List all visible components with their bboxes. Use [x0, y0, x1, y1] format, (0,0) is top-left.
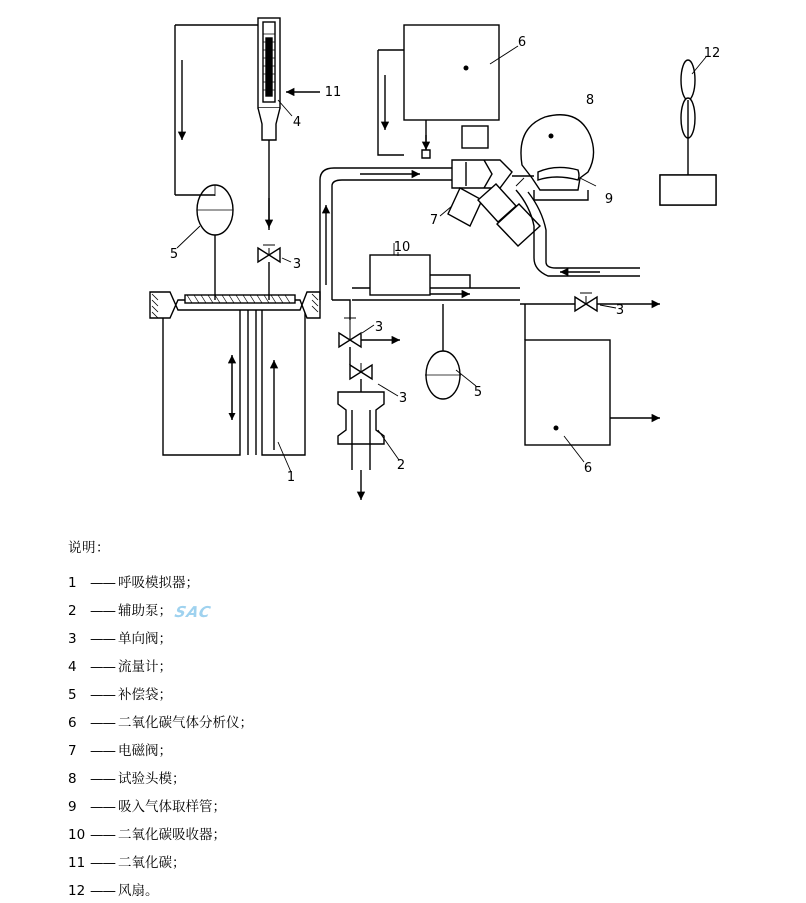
callout-3c: 3 [398, 391, 408, 406]
legend-item-11 [68, 857, 186, 875]
legend-text: 流量计； [118, 659, 172, 675]
legend-num: 10 [68, 827, 86, 843]
legend-dash: —— [90, 771, 115, 787]
legend-dash: —— [90, 575, 115, 591]
legend-text: 补偿袋； [118, 687, 172, 703]
legend-num: 9 [68, 799, 77, 815]
callout-3b: 3 [374, 320, 384, 335]
solenoid-valve-a [448, 188, 482, 226]
legend-text: 风扇。 [118, 883, 159, 899]
fan-blade-upper [681, 60, 695, 100]
legend-item-7 [68, 745, 172, 763]
legend-item-5 [68, 689, 172, 707]
callout-3a: 3 [292, 257, 302, 272]
legend-text: 试验头模； [118, 771, 186, 787]
callout-10: 10 [393, 240, 411, 255]
callout-5a: 5 [169, 247, 179, 262]
callout-8: 8 [585, 93, 595, 108]
flowmeter-column [266, 38, 272, 96]
legend-num: 3 [68, 631, 77, 647]
legend-dash: —— [90, 883, 115, 899]
legend-item-8 [68, 773, 186, 791]
test-head-form [521, 115, 594, 190]
breathing-simulator-left-body [163, 305, 240, 455]
callout-6b: 6 [583, 461, 593, 476]
watermark: SAC [173, 603, 213, 621]
legend-dash: —— [90, 799, 115, 815]
legend-text: 呼吸模拟器； [118, 575, 199, 591]
legend-dash: —— [90, 687, 115, 703]
legend-text: 二氧化碳气体分析仪； [118, 715, 253, 731]
legend-text: 吸入气体取样管； [118, 799, 226, 815]
legend-dash: —— [90, 659, 115, 675]
legend-num: 6 [68, 715, 77, 731]
legend-text: 辅助泵； [118, 603, 172, 619]
legend-num: 4 [68, 659, 77, 675]
legend-num: 2 [68, 603, 77, 619]
callout-6a: 6 [517, 35, 527, 50]
legend-item-6 [68, 717, 253, 735]
legend-num: 7 [68, 743, 77, 759]
legend-item-3 [68, 633, 172, 651]
legend-item-1 [68, 577, 199, 595]
callout-5b: 5 [473, 385, 483, 400]
legend-dash: —— [90, 855, 115, 871]
callout-7: 7 [429, 213, 439, 228]
legend-text: 单向阀； [118, 631, 172, 647]
co2-analyzer-top [404, 25, 499, 120]
legend-dash: —— [90, 603, 115, 619]
legend-title: 说明： [68, 540, 110, 556]
auxiliary-pump [338, 392, 384, 444]
legend-dash: —— [90, 715, 115, 731]
callout-9: 9 [604, 192, 614, 207]
callout-2: 2 [396, 458, 406, 473]
breathing-simulator-right-body [262, 305, 305, 455]
legend-num: 8 [68, 771, 77, 787]
legend-num: 1 [68, 575, 77, 591]
legend-dash: —— [90, 631, 115, 647]
solenoid-valve-block [452, 160, 512, 188]
legend-item-2 [68, 605, 172, 623]
co2-analyzer-right [525, 340, 610, 445]
legend-text: 二氧化碳； [118, 855, 186, 871]
legend-num: 5 [68, 687, 77, 703]
callout-3d: 3 [615, 303, 625, 318]
callout-11: 11 [324, 85, 342, 100]
legend-item-9 [68, 801, 226, 819]
legend-dash: —— [90, 827, 115, 843]
legend-num: 11 [68, 855, 86, 871]
legend-item-4 [68, 661, 172, 679]
legend-dash: —— [90, 743, 115, 759]
co2-absorber [370, 255, 430, 295]
legend-num: 12 [68, 883, 86, 899]
callout-12: 12 [703, 46, 721, 61]
callout-1: 1 [286, 470, 296, 485]
callout-4: 4 [292, 115, 302, 130]
legend-item-10 [68, 829, 226, 847]
legend-text: 电磁阀； [118, 743, 172, 759]
legend-text: 二氧化碳吸收器； [118, 827, 226, 843]
legend-item-12 [68, 885, 159, 903]
